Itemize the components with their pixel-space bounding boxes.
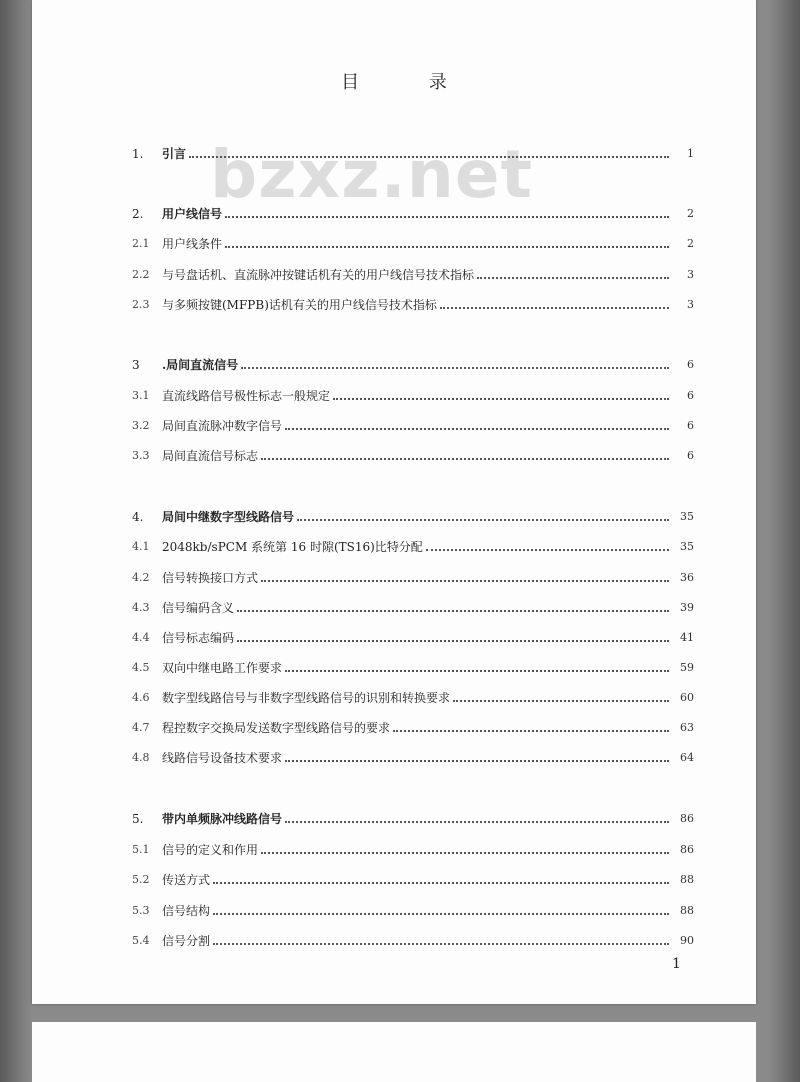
toc-entry-number: 3.1 — [132, 389, 150, 402]
toc-entry — [132, 867, 694, 887]
toc-entry-page: 36 — [680, 571, 694, 584]
toc-entry-number: 2.2 — [132, 268, 150, 281]
toc-entry — [132, 141, 694, 161]
toc-entry-page: 86 — [680, 812, 694, 825]
dot-leader — [213, 912, 669, 915]
toc-entry-number: 3.3 — [132, 449, 150, 462]
toc-entry — [132, 898, 694, 918]
next-page — [32, 1022, 756, 1082]
toc-entry-number: 5.2 — [132, 873, 150, 886]
dot-leader — [285, 820, 669, 823]
dot-leader — [285, 669, 669, 672]
dot-leader — [261, 579, 669, 582]
toc-entry-number: 4.3 — [132, 601, 150, 614]
toc-entry-label: .局间直流信号 — [162, 358, 239, 372]
toc-entry — [132, 625, 694, 645]
toc-entry-label: 带内单频脉冲线路信号 — [162, 812, 283, 826]
toc-entry-number: 4.4 — [132, 631, 150, 644]
toc-entry — [132, 201, 694, 221]
toc-entry — [132, 655, 694, 675]
toc-entry-page: 64 — [680, 751, 694, 764]
toc-entry-page: 6 — [687, 449, 694, 462]
toc-entry-label: 信号标志编码 — [162, 631, 235, 645]
toc-entry-label: 信号转换接口方式 — [162, 571, 259, 585]
toc-entry-page: 86 — [680, 843, 694, 856]
toc-entry-label: 局间直流脉冲数字信号 — [162, 419, 283, 433]
toc-entry — [132, 685, 694, 705]
dot-leader — [440, 306, 669, 309]
dot-leader — [261, 457, 669, 460]
toc-entry — [132, 262, 694, 282]
toc-entry-number: 4.6 — [132, 691, 150, 704]
dot-leader — [225, 215, 669, 218]
toc-entry-page: 2 — [687, 237, 694, 250]
toc-entry-page: 6 — [687, 389, 694, 402]
watermark: bzxz.net — [210, 136, 534, 213]
dot-leader — [189, 155, 669, 158]
toc-entry-number: 5.3 — [132, 904, 150, 917]
toc-entry-number: 5.1 — [132, 843, 150, 856]
toc-entry-page: 59 — [680, 661, 694, 674]
toc-entry-page: 2 — [687, 207, 694, 220]
toc-entry — [132, 383, 694, 403]
toc-entry-page: 35 — [680, 510, 694, 523]
toc-entry-label: 信号结构 — [162, 904, 211, 918]
toc-entry-label: 引言 — [162, 147, 187, 161]
dot-leader — [285, 759, 669, 762]
toc-entry-number: 2.3 — [132, 298, 150, 311]
dot-leader — [477, 276, 669, 279]
dot-leader — [393, 729, 669, 732]
toc-entry-page: 63 — [680, 721, 694, 734]
toc-entry-page: 35 — [680, 540, 694, 553]
toc-entry-label: 信号的定义和作用 — [162, 843, 259, 857]
toc-entry-page: 88 — [680, 873, 694, 886]
toc-entry — [132, 231, 694, 251]
dot-leader — [261, 851, 669, 854]
dot-leader — [285, 427, 669, 430]
toc-entry — [132, 534, 694, 554]
toc-entry-page: 90 — [680, 934, 694, 947]
toc-entry — [132, 595, 694, 615]
toc-entry-page: 88 — [680, 904, 694, 917]
toc-entry-number: 3.2 — [132, 419, 150, 432]
toc-entry-page: 6 — [687, 358, 694, 371]
toc-entry-number: 4. — [132, 510, 144, 524]
toc-entry-number: 4.7 — [132, 721, 150, 734]
dot-leader — [426, 548, 669, 551]
toc-entry-page: 39 — [680, 601, 694, 614]
page-number: 1 — [672, 956, 681, 972]
toc-entry-number: 4.5 — [132, 661, 150, 674]
document-page — [32, 0, 756, 1004]
dot-leader — [237, 639, 669, 642]
toc-entry-label: 局间直流信号标志 — [162, 449, 259, 463]
dot-leader — [225, 245, 669, 248]
dot-leader — [297, 518, 669, 521]
toc-entry-label: 直流线路信号极性标志一般规定 — [162, 389, 331, 403]
toc-entry-label: 局间中继数字型线路信号 — [162, 510, 295, 524]
toc-entry-number: 4.1 — [132, 540, 150, 553]
toc-entry-number: 5.4 — [132, 934, 150, 947]
toc-entry — [132, 715, 694, 735]
toc-entry — [132, 413, 694, 433]
toc-entry — [132, 443, 694, 463]
toc-entry-label: 线路信号设备技术要求 — [162, 751, 283, 765]
toc-entry-number: 4.8 — [132, 751, 150, 764]
toc-entry-page: 3 — [687, 298, 694, 311]
toc-entry-number: 3 — [132, 358, 140, 372]
toc-entry-label: 信号分割 — [162, 934, 211, 948]
dot-leader — [453, 699, 669, 702]
toc-entry — [132, 928, 694, 948]
toc-entry — [132, 352, 694, 372]
toc-entry-label: 与号盘话机、直流脉冲按键话机有关的用户线信号技术指标 — [162, 268, 475, 282]
dot-leader — [213, 942, 669, 945]
dot-leader — [241, 366, 669, 369]
toc-entry-number: 5. — [132, 812, 144, 826]
toc-entry-label: 用户线信号 — [162, 207, 223, 221]
toc-entry — [132, 745, 694, 765]
toc-entry-label: 信号编码含义 — [162, 601, 235, 615]
toc-entry-number: 1. — [132, 147, 144, 161]
toc-entry-label: 与多频按键(MFPB)话机有关的用户线信号技术指标 — [162, 298, 437, 312]
toc-entry — [132, 837, 694, 857]
toc-entry-page: 3 — [687, 268, 694, 281]
toc-entry-number: 4.2 — [132, 571, 150, 584]
dot-leader — [237, 609, 669, 612]
toc-entry-page: 60 — [680, 691, 694, 704]
toc-entry — [132, 504, 694, 524]
page-title: 目 录 — [341, 72, 479, 93]
toc-entry-label: 程控数字交换局发送数字型线路信号的要求 — [162, 721, 391, 735]
toc-entry-label: 数字型线路信号与非数字型线路信号的识别和转换要求 — [162, 691, 451, 705]
toc-entry-page: 41 — [680, 631, 694, 644]
toc-entry-page: 6 — [687, 419, 694, 432]
toc-entry-label: 传送方式 — [162, 873, 211, 887]
dot-leader — [213, 881, 669, 884]
toc-entry-number: 2.1 — [132, 237, 150, 250]
toc-entry — [132, 292, 694, 312]
toc-entry-number: 2. — [132, 207, 144, 221]
toc-entry-page: 1 — [687, 147, 694, 160]
toc-entry — [132, 565, 694, 585]
toc-entry — [132, 806, 694, 826]
toc-entry-label: 2048kb/sPCM 系统第 16 时隙(TS16)比特分配 — [162, 540, 423, 554]
toc-entry-label: 双向中继电路工作要求 — [162, 661, 283, 675]
toc-entry-label: 用户线条件 — [162, 237, 223, 251]
dot-leader — [333, 397, 669, 400]
